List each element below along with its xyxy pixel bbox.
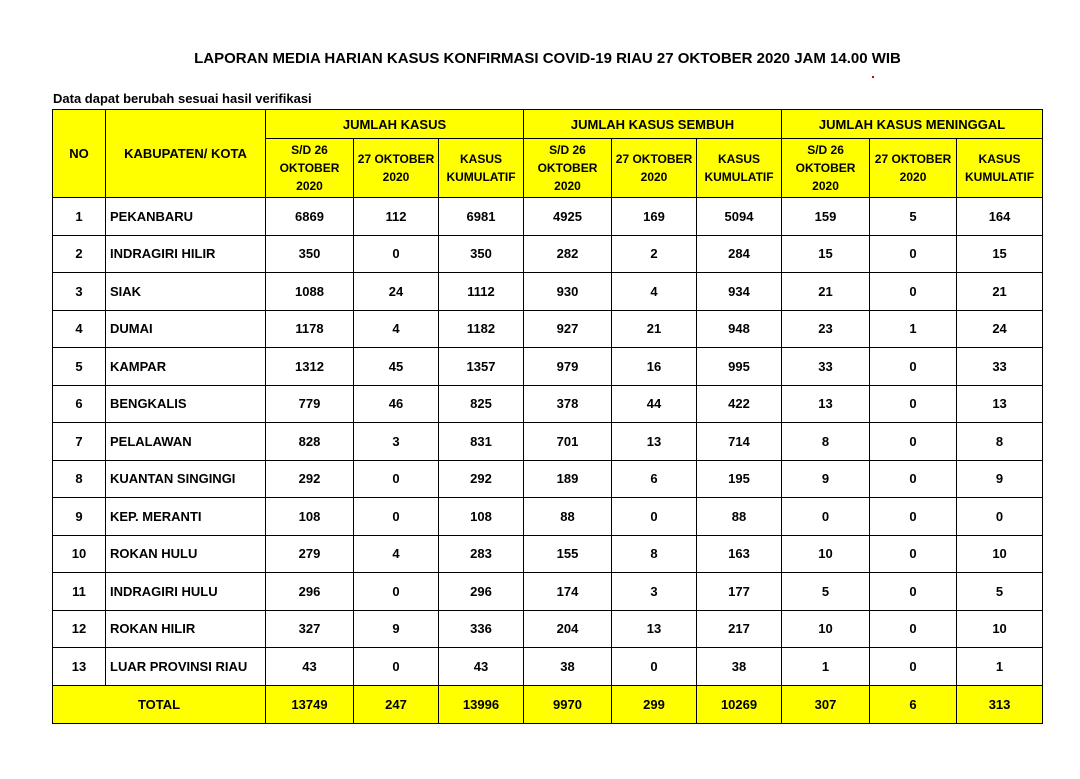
recovered-today: 6 <box>612 460 697 498</box>
recovered-cumulative: 195 <box>697 460 782 498</box>
verification-note: Data dapat berubah sesuai hasil verifikasi <box>53 91 312 106</box>
recovered-cumulative: 217 <box>697 610 782 648</box>
cases-cumulative: 831 <box>439 423 524 461</box>
recovered-today: 4 <box>612 273 697 311</box>
deaths-until: 159 <box>782 198 870 236</box>
deaths-cumulative: 24 <box>957 310 1043 348</box>
region-name: PEKANBARU <box>106 198 266 236</box>
cases-cumulative: 43 <box>439 648 524 686</box>
cases-until: 828 <box>266 423 354 461</box>
total-value: 13749 <box>266 685 354 723</box>
deaths-cumulative: 9 <box>957 460 1043 498</box>
cases-cumulative: 283 <box>439 535 524 573</box>
deaths-today: 0 <box>870 573 957 611</box>
row-number: 12 <box>53 610 106 648</box>
region-name: ROKAN HULU <box>106 535 266 573</box>
deaths-until: 23 <box>782 310 870 348</box>
deaths-until: 33 <box>782 348 870 386</box>
cases-today: 0 <box>354 235 439 273</box>
recovered-until: 155 <box>524 535 612 573</box>
table-row <box>53 198 1043 236</box>
region-name: ROKAN HILIR <box>106 610 266 648</box>
row-number: 4 <box>53 310 106 348</box>
recovered-today: 2 <box>612 235 697 273</box>
deaths-today: 0 <box>870 498 957 536</box>
cases-until: 779 <box>266 385 354 423</box>
deaths-cumulative: 5 <box>957 573 1043 611</box>
recovered-until: 282 <box>524 235 612 273</box>
deaths-today: 0 <box>870 235 957 273</box>
table-row <box>53 423 1043 461</box>
total-row <box>53 685 1043 723</box>
table-row <box>53 535 1043 573</box>
header-group-deaths: JUMLAH KASUS MENINGGAL <box>782 110 1043 139</box>
deaths-today: 5 <box>870 198 957 236</box>
deaths-cumulative: 21 <box>957 273 1043 311</box>
cases-until: 1312 <box>266 348 354 386</box>
cases-today: 4 <box>354 535 439 573</box>
total-value: 6 <box>870 685 957 723</box>
region-name: INDRAGIRI HILIR <box>106 235 266 273</box>
deaths-today: 0 <box>870 348 957 386</box>
table-row <box>53 648 1043 686</box>
cases-until: 6869 <box>266 198 354 236</box>
row-number: 5 <box>53 348 106 386</box>
header-sub-cumulative: KASUS KUMULATIF <box>957 139 1043 198</box>
recovered-today: 0 <box>612 648 697 686</box>
recovered-until: 189 <box>524 460 612 498</box>
recovered-today: 3 <box>612 573 697 611</box>
row-number: 13 <box>53 648 106 686</box>
recovered-until: 927 <box>524 310 612 348</box>
table-row <box>53 235 1043 273</box>
cases-today: 24 <box>354 273 439 311</box>
covid-report-table <box>52 109 1043 724</box>
cases-today: 4 <box>354 310 439 348</box>
header-sub-until: S/D 26 OKTOBER 2020 <box>266 139 354 198</box>
row-number: 8 <box>53 460 106 498</box>
recovered-until: 88 <box>524 498 612 536</box>
recovered-cumulative: 714 <box>697 423 782 461</box>
region-name: KEP. MERANTI <box>106 498 266 536</box>
deaths-until: 13 <box>782 385 870 423</box>
header-sub-today: 27 OKTOBER 2020 <box>612 139 697 198</box>
recovered-until: 174 <box>524 573 612 611</box>
recovered-today: 8 <box>612 535 697 573</box>
deaths-today: 0 <box>870 535 957 573</box>
recovered-today: 16 <box>612 348 697 386</box>
table-row <box>53 385 1043 423</box>
cases-today: 3 <box>354 423 439 461</box>
region-name: DUMAI <box>106 310 266 348</box>
cases-cumulative: 6981 <box>439 198 524 236</box>
region-name: INDRAGIRI HULU <box>106 573 266 611</box>
recovered-cumulative: 5094 <box>697 198 782 236</box>
cases-today: 0 <box>354 573 439 611</box>
cases-until: 327 <box>266 610 354 648</box>
region-name: KUANTAN SINGINGI <box>106 460 266 498</box>
recovered-until: 204 <box>524 610 612 648</box>
cases-cumulative: 1357 <box>439 348 524 386</box>
table-row <box>53 310 1043 348</box>
header-sub-until: S/D 26 OKTOBER 2020 <box>782 139 870 198</box>
table-row <box>53 273 1043 311</box>
total-value: 9970 <box>524 685 612 723</box>
deaths-until: 21 <box>782 273 870 311</box>
recovered-today: 13 <box>612 423 697 461</box>
recovered-cumulative: 88 <box>697 498 782 536</box>
deaths-until: 15 <box>782 235 870 273</box>
row-number: 2 <box>53 235 106 273</box>
cases-until: 296 <box>266 573 354 611</box>
row-number: 9 <box>53 498 106 536</box>
header-no: NO <box>53 110 106 198</box>
recovered-cumulative: 934 <box>697 273 782 311</box>
recovered-cumulative: 284 <box>697 235 782 273</box>
row-number: 1 <box>53 198 106 236</box>
cases-until: 1178 <box>266 310 354 348</box>
recovered-cumulative: 177 <box>697 573 782 611</box>
cases-until: 43 <box>266 648 354 686</box>
recovered-cumulative: 38 <box>697 648 782 686</box>
cases-until: 1088 <box>266 273 354 311</box>
deaths-today: 0 <box>870 610 957 648</box>
deaths-cumulative: 8 <box>957 423 1043 461</box>
cases-today: 45 <box>354 348 439 386</box>
report-title: LAPORAN MEDIA HARIAN KASUS KONFIRMASI COVID-19 RIAU 27 OKTOBER 2020 JAM 14.00 WIB <box>194 50 901 67</box>
header-sub-cumulative: KASUS KUMULATIF <box>697 139 782 198</box>
total-value: 13996 <box>439 685 524 723</box>
header-sub-until: S/D 26 OKTOBER 2020 <box>524 139 612 198</box>
cases-cumulative: 336 <box>439 610 524 648</box>
row-number: 6 <box>53 385 106 423</box>
total-value: 307 <box>782 685 870 723</box>
recovered-until: 4925 <box>524 198 612 236</box>
header-group-recovered: JUMLAH KASUS SEMBUH <box>524 110 782 139</box>
recovered-cumulative: 422 <box>697 385 782 423</box>
recovered-until: 38 <box>524 648 612 686</box>
recovered-today: 44 <box>612 385 697 423</box>
recovered-today: 0 <box>612 498 697 536</box>
cases-today: 0 <box>354 498 439 536</box>
deaths-until: 10 <box>782 535 870 573</box>
recovered-cumulative: 995 <box>697 348 782 386</box>
cases-until: 279 <box>266 535 354 573</box>
table-row <box>53 573 1043 611</box>
header-sub-today: 27 OKTOBER 2020 <box>354 139 439 198</box>
cases-until: 108 <box>266 498 354 536</box>
cases-today: 9 <box>354 610 439 648</box>
cases-cumulative: 1112 <box>439 273 524 311</box>
deaths-today: 1 <box>870 310 957 348</box>
deaths-cumulative: 1 <box>957 648 1043 686</box>
deaths-cumulative: 0 <box>957 498 1043 536</box>
cases-today: 112 <box>354 198 439 236</box>
header-sub-today: 27 OKTOBER 2020 <box>870 139 957 198</box>
cases-today: 46 <box>354 385 439 423</box>
deaths-until: 10 <box>782 610 870 648</box>
cases-cumulative: 350 <box>439 235 524 273</box>
header-group-cases: JUMLAH KASUS <box>266 110 524 139</box>
cases-cumulative: 296 <box>439 573 524 611</box>
table-row <box>53 460 1043 498</box>
deaths-cumulative: 15 <box>957 235 1043 273</box>
region-name: BENGKALIS <box>106 385 266 423</box>
deaths-today: 0 <box>870 648 957 686</box>
cases-cumulative: 1182 <box>439 310 524 348</box>
cases-today: 0 <box>354 648 439 686</box>
deaths-cumulative: 33 <box>957 348 1043 386</box>
recovered-until: 701 <box>524 423 612 461</box>
total-value: 299 <box>612 685 697 723</box>
recovered-today: 169 <box>612 198 697 236</box>
row-number: 3 <box>53 273 106 311</box>
deaths-today: 0 <box>870 460 957 498</box>
deaths-today: 0 <box>870 385 957 423</box>
deaths-cumulative: 164 <box>957 198 1043 236</box>
table-row <box>53 498 1043 536</box>
table-row <box>53 348 1043 386</box>
deaths-until: 1 <box>782 648 870 686</box>
cases-today: 0 <box>354 460 439 498</box>
row-number: 7 <box>53 423 106 461</box>
recovered-today: 21 <box>612 310 697 348</box>
deaths-today: 0 <box>870 273 957 311</box>
row-number: 10 <box>53 535 106 573</box>
deaths-until: 8 <box>782 423 870 461</box>
deaths-until: 9 <box>782 460 870 498</box>
deaths-until: 0 <box>782 498 870 536</box>
recovered-cumulative: 163 <box>697 535 782 573</box>
region-name: PELALAWAN <box>106 423 266 461</box>
recovered-until: 979 <box>524 348 612 386</box>
cases-cumulative: 108 <box>439 498 524 536</box>
recovered-until: 378 <box>524 385 612 423</box>
header-region: KABUPATEN/ KOTA <box>106 110 266 198</box>
cases-until: 350 <box>266 235 354 273</box>
region-name: SIAK <box>106 273 266 311</box>
cases-cumulative: 825 <box>439 385 524 423</box>
header-sub-cumulative: KASUS KUMULATIF <box>439 139 524 198</box>
row-number: 11 <box>53 573 106 611</box>
deaths-cumulative: 10 <box>957 610 1043 648</box>
recovered-until: 930 <box>524 273 612 311</box>
region-name: LUAR PROVINSI RIAU <box>106 648 266 686</box>
total-label: TOTAL <box>53 685 266 723</box>
deaths-until: 5 <box>782 573 870 611</box>
deaths-today: 0 <box>870 423 957 461</box>
deaths-cumulative: 10 <box>957 535 1043 573</box>
table-row <box>53 610 1043 648</box>
cases-until: 292 <box>266 460 354 498</box>
region-name: KAMPAR <box>106 348 266 386</box>
total-value: 313 <box>957 685 1043 723</box>
recovered-cumulative: 948 <box>697 310 782 348</box>
deaths-cumulative: 13 <box>957 385 1043 423</box>
total-value: 247 <box>354 685 439 723</box>
cases-cumulative: 292 <box>439 460 524 498</box>
recovered-today: 13 <box>612 610 697 648</box>
total-value: 10269 <box>697 685 782 723</box>
stray-mark <box>872 76 874 78</box>
